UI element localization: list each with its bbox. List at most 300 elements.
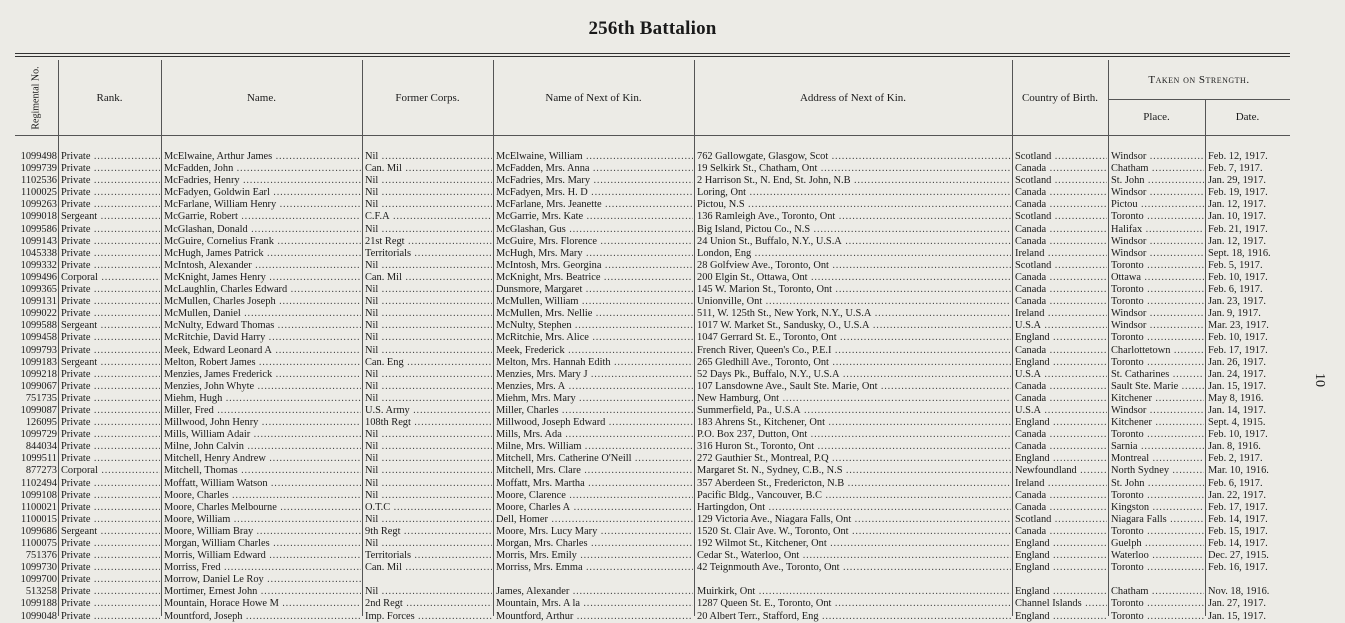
cell-name [164,236,361,248]
cell-date-text: Feb. 12, 1917. [1208,151,1268,162]
cell-date-text: Jan. 15, 1917. [1208,380,1267,392]
cell-next-of-kin-text: Moore, Clarence ..... [496,490,693,501]
cell-date [1208,151,1288,163]
cell-regimental-no [15,574,57,586]
table-row [15,502,1290,514]
cell-next-of-kin [496,248,693,260]
cell-next-of-kin-text: Mills, Mrs. Ada ..... [496,429,693,440]
cell-place [1111,260,1204,272]
cell-name [164,478,361,490]
cell-place-text: Sault Ste. Marie ..... [1111,381,1204,392]
cell-next-of-kin [496,550,693,562]
cell-country [1015,345,1107,357]
cell-regimental-no-text: 1099067 [20,380,57,392]
cell-country [1015,417,1107,429]
cell-rank-text: Private ..... [61,586,160,597]
cell-name [164,538,361,550]
cell-regimental-no [15,272,57,284]
cell-former-corps [365,478,492,490]
cell-date [1208,381,1288,393]
cell-former-corps [365,175,492,187]
cell-address-text: 316 Huron St., Toronto, Ont ..... [697,441,1011,452]
cell-former-corps [365,393,492,405]
cell-regimental-no-text: 1099183 [20,356,57,368]
cell-place-text: Toronto ..... [1111,598,1204,609]
cell-next-of-kin [496,502,693,514]
cell-place [1111,296,1204,308]
cell-former-corps [365,163,492,175]
cell-address [697,260,1011,272]
cell-address-text: 183 Ahrens St., Kitchener, Ont ..... [697,417,1011,428]
cell-country-text: Canada ..... [1015,381,1107,392]
cell-former-corps-text: Nil ..... [365,514,492,525]
table-row [15,248,1290,260]
cell-rank [61,211,160,223]
cell-date-text: Feb. 14, 1917. [1208,513,1268,525]
cell-next-of-kin-text: Dell, Homer ..... [496,514,693,525]
cell-address [697,284,1011,296]
cell-rank-text: Private ..... [61,224,160,235]
cell-next-of-kin-text: Morriss, Mrs. Emma ..... [496,562,693,573]
cell-former-corps-text: Nil ..... [365,320,492,331]
cell-address-text: 28 Golfview Ave., Toronto, Ont ..... [697,260,1011,271]
cell-address-text: 265 Gledhill Ave., Toronto, Ont ..... [697,357,1011,368]
cell-country-text: England ..... [1015,550,1107,561]
cell-rank-text: Private ..... [61,260,160,271]
cell-next-of-kin [496,211,693,223]
table-row [15,538,1290,550]
cell-country-text: Ireland ..... [1015,248,1107,259]
cell-date [1208,417,1288,429]
cell-date [1208,272,1288,284]
cell-former-corps [365,550,492,562]
cell-former-corps-text: Nil ..... [365,369,492,380]
cell-country-text: England ..... [1015,538,1107,549]
cell-place [1111,357,1204,369]
cell-rank-text: Private ..... [61,598,160,609]
cell-next-of-kin [496,465,693,477]
cell-rank-text: Sergeant ..... [61,357,160,368]
cell-next-of-kin [496,441,693,453]
cell-rank [61,308,160,320]
cell-address [697,296,1011,308]
cell-rank [61,611,160,623]
cell-name [164,441,361,453]
cell-date-text: Feb. 6, 1917. [1208,477,1263,489]
cell-rank [61,369,160,381]
cell-date-text: Jan. 8, 1916. [1208,441,1261,453]
cell-former-corps-text: Can. Eng ..... [365,357,492,368]
cell-regimental-no [15,357,57,369]
cell-place [1111,526,1204,538]
cell-rank [61,381,160,393]
cell-country-text: Canada ..... [1015,393,1107,404]
cell-address [697,429,1011,441]
cell-next-of-kin-text: Mountain, Mrs. A la ..... [496,598,693,609]
cell-place-text: Pictou ..... [1111,199,1204,210]
cell-name [164,405,361,417]
cell-date [1208,405,1288,417]
cell-name-text: McElwaine, Arthur James ..... [164,151,361,162]
cell-rank [61,284,160,296]
cell-name-text: Mountford, Joseph ..... [164,611,361,622]
cell-rank-text: Private ..... [61,381,160,392]
cell-former-corps-text: Can. Mil ..... [365,163,492,174]
cell-country-text: Newfoundland ..... [1015,465,1107,476]
cell-next-of-kin [496,429,693,441]
cell-address [697,562,1011,574]
cell-name [164,574,361,586]
cell-name [164,417,361,429]
cell-regimental-no [15,369,57,381]
cell-date-text: Nov. 18, 1916. [1208,586,1270,598]
cell-address [697,538,1011,550]
cell-address [697,393,1011,405]
cell-country-text: Canada ..... [1015,296,1107,307]
cell-rank [61,199,160,211]
cell-regimental-no-text: 1099793 [20,344,57,356]
cell-former-corps [365,429,492,441]
cell-former-corps [365,526,492,538]
cell-former-corps [365,296,492,308]
cell-rank-text: Private ..... [61,478,160,489]
cell-country-text: England ..... [1015,562,1107,573]
cell-rank-text: Sergeant ..... [61,526,160,537]
cell-former-corps [365,187,492,199]
cell-regimental-no [15,502,57,514]
cell-country [1015,526,1107,538]
cell-next-of-kin-text: Moore, Mrs. Lucy Mary ..... [496,526,693,537]
cell-next-of-kin-text: Menzies, Mrs. A ..... [496,381,693,392]
cell-name [164,393,361,405]
cell-place-text: Halifax ..... [1111,224,1204,235]
cell-rank-text: Private ..... [61,248,160,259]
table-row [15,175,1290,187]
cell-address [697,381,1011,393]
header-next-of-kin: Name of Next of Kin. [545,92,642,104]
cell-address-text: French River, Queen's Co., P.E.I ..... [697,345,1011,356]
cell-former-corps-text: O.T.C ..... [365,502,492,513]
cell-next-of-kin-text: Miehm, Mrs. Mary ..... [496,393,693,404]
cell-former-corps [365,538,492,550]
cell-regimental-no [15,465,57,477]
cell-date [1208,502,1288,514]
cell-regimental-no-text: 751376 [25,550,57,562]
cell-address [697,611,1011,623]
cell-former-corps-text: Nil ..... [365,393,492,404]
cell-country [1015,611,1107,623]
cell-former-corps [365,441,492,453]
cell-place [1111,441,1204,453]
cell-date-text: Jan. 15, 1917. [1208,610,1267,622]
cell-place [1111,478,1204,490]
cell-country-text: Scotland ..... [1015,260,1107,271]
cell-date [1208,453,1288,465]
cell-rank [61,345,160,357]
cell-country-text: Scotland ..... [1015,151,1107,162]
cell-former-corps [365,320,492,332]
cell-place-text: Toronto ..... [1111,332,1204,343]
cell-former-corps [365,562,492,574]
cell-next-of-kin [496,332,693,344]
cell-country [1015,429,1107,441]
cell-next-of-kin [496,308,693,320]
ledger-table [15,53,1290,622]
cell-former-corps-text: Nil ..... [365,345,492,356]
cell-address [697,598,1011,610]
cell-name-text: Moore, Charles Melbourne ..... [164,502,361,513]
cell-place [1111,236,1204,248]
cell-next-of-kin [496,562,693,574]
cell-next-of-kin [496,224,693,236]
cell-country [1015,332,1107,344]
cell-regimental-no-text: 1099018 [20,211,57,223]
cell-address-text: 145 W. Marion St., Toronto, Ont ..... [697,284,1011,295]
cell-name [164,248,361,260]
cell-former-corps-text: Territorials ..... [365,550,492,561]
cell-rank-text: Private ..... [61,175,160,186]
cell-name [164,429,361,441]
cell-next-of-kin [496,417,693,429]
cell-name-text: Mountain, Horace Howe M ..... [164,598,361,609]
cell-country-text: Canada ..... [1015,502,1107,513]
cell-date-text: Feb. 7, 1917. [1208,163,1263,175]
cell-name [164,357,361,369]
cell-date [1208,260,1288,272]
cell-next-of-kin-text: Meek, Frederick ..... [496,345,693,356]
cell-country [1015,514,1107,526]
cell-name [164,381,361,393]
cell-address-text: 200 Elgin St., Ottawa, Ont ..... [697,272,1011,283]
cell-country [1015,465,1107,477]
table-row [15,611,1290,623]
cell-regimental-no [15,562,57,574]
cell-former-corps [365,586,492,598]
cell-country [1015,538,1107,550]
cell-place-text: Toronto ..... [1111,296,1204,307]
cell-country-text: Canada ..... [1015,345,1107,356]
cell-place-text: Toronto ..... [1111,562,1204,573]
cell-regimental-no [15,381,57,393]
cell-place [1111,550,1204,562]
page-title: 256th Battalion [588,18,717,39]
cell-date-text: Jan. 22, 1917. [1208,489,1267,501]
cell-regimental-no [15,441,57,453]
cell-address [697,478,1011,490]
cell-former-corps-text: Nil ..... [365,465,492,476]
cell-address [697,236,1011,248]
cell-former-corps [365,598,492,610]
cell-place-text: Windsor ..... [1111,187,1204,198]
cell-regimental-no-text: 1099511 [21,453,57,465]
cell-next-of-kin [496,187,693,199]
cell-next-of-kin-text: Morris, Mrs. Emily ..... [496,550,693,561]
table-row [15,320,1290,332]
header-regimental-no: Regimental No. [30,66,42,130]
cell-country [1015,381,1107,393]
cell-address [697,417,1011,429]
cell-regimental-no [15,320,57,332]
cell-next-of-kin [496,345,693,357]
cell-former-corps-text: Territorials ..... [365,248,492,259]
cell-address-text: 107 Lansdowne Ave., Sault Ste. Marie, Ont ..... [697,381,1011,392]
cell-country [1015,151,1107,163]
cell-next-of-kin-text: McRitchie, Mrs. Alice ..... [496,332,693,343]
cell-address-text: Big Island, Pictou Co., N.S ..... [697,224,1011,235]
table-row [15,211,1290,223]
cell-regimental-no [15,187,57,199]
cell-address [697,490,1011,502]
cell-place [1111,598,1204,610]
cell-former-corps [365,224,492,236]
cell-place-text: Windsor ..... [1111,248,1204,259]
cell-address [697,514,1011,526]
cell-address-text: Cedar St., Waterloo, Ont ..... [697,550,1011,561]
cell-regimental-no-text: 1099188 [20,598,57,610]
cell-rank-text: Private ..... [61,405,160,416]
table-row [15,465,1290,477]
cell-country-text: U.S.A ..... [1015,405,1107,416]
cell-place [1111,453,1204,465]
cell-rank [61,272,160,284]
cell-place-text: Windsor ..... [1111,308,1204,319]
cell-place [1111,175,1204,187]
cell-country [1015,272,1107,284]
header-place: Place. [1143,111,1170,123]
cell-date-text: Jan. 24, 1917. [1208,368,1267,380]
cell-next-of-kin-text: McHugh, Mrs. Mary ..... [496,248,693,259]
cell-address-text: Pictou, N.S ..... [697,199,1011,210]
cell-name-text: McNulty, Edward Thomas ..... [164,320,361,331]
cell-name [164,598,361,610]
cell-address-text: 1287 Queen St. E., Toronto, Ont ..... [697,598,1011,609]
cell-name-text: Moore, William Bray ..... [164,526,361,537]
cell-next-of-kin-text: Milne, Mrs. William ..... [496,441,693,452]
cell-name-text: Meek, Edward Leonard A ..... [164,345,361,356]
cell-former-corps [365,357,492,369]
cell-place-text: Toronto ..... [1111,284,1204,295]
cell-date [1208,248,1288,260]
cell-rank-text: Private ..... [61,369,160,380]
cell-regimental-no-text: 1099108 [20,489,57,501]
header-date: Date. [1235,111,1260,123]
table-row [15,163,1290,175]
cell-address [697,163,1011,175]
cell-regimental-no-text: 1102494 [21,477,57,489]
cell-place [1111,308,1204,320]
cell-name-text: Menzies, James Frederick ..... [164,369,361,380]
cell-regimental-no-text: 1099048 [20,610,57,622]
cell-place-text: Ottawa ..... [1111,272,1204,283]
cell-address-text: 1017 W. Market St., Sandusky, O., U.S.A ..... [697,320,1011,331]
cell-rank-text: Private ..... [61,429,160,440]
header-address: Address of Next of Kin. [799,92,906,104]
header-taken-on-strength: Taken on Strength. [1148,74,1250,86]
cell-regimental-no-text: 1099730 [20,562,57,574]
cell-date [1208,429,1288,441]
cell-date [1208,236,1288,248]
cell-regimental-no-text: 877273 [25,465,57,477]
cell-place-text: Kitchener ..... [1111,417,1204,428]
cell-next-of-kin [496,393,693,405]
cell-next-of-kin-text: Miller, Charles ..... [496,405,693,416]
cell-date-text: Dec. 27, 1915. [1208,550,1269,562]
cell-name-text: Melton, Robert James ..... [164,357,361,368]
cell-address [697,211,1011,223]
cell-date-text: Jan. 14, 1917. [1208,404,1267,416]
cell-next-of-kin-text: McNulty, Stephen ..... [496,320,693,331]
cell-date-text: Feb. 15, 1917. [1208,525,1268,537]
cell-name [164,502,361,514]
cell-place [1111,429,1204,441]
cell-address [697,187,1011,199]
cell-country [1015,598,1107,610]
cell-country-text: Canada ..... [1015,526,1107,537]
cell-name-text: McGlashan, Donald ..... [164,224,361,235]
cell-next-of-kin [496,514,693,526]
cell-next-of-kin [496,175,693,187]
cell-name-text: McFadyen, Goldwin Earl ..... [164,187,361,198]
cell-place-text: Windsor ..... [1111,236,1204,247]
cell-regimental-no [15,490,57,502]
cell-rank-text: Private ..... [61,308,160,319]
cell-name-text: McMullen, Daniel ..... [164,308,361,319]
cell-date-text: Jan. 26, 1917. [1208,356,1267,368]
cell-next-of-kin-text: McFadden, Mrs. Anna ..... [496,163,693,174]
cell-rank-text: Private ..... [61,284,160,295]
cell-place [1111,417,1204,429]
cell-next-of-kin-text: McGarrie, Mrs. Kate ..... [496,211,693,222]
cell-date [1208,320,1288,332]
ledger-rows [15,151,1290,623]
cell-next-of-kin [496,405,693,417]
cell-regimental-no [15,175,57,187]
cell-next-of-kin [496,526,693,538]
cell-name [164,526,361,538]
cell-next-of-kin-text: McGuire, Mrs. Florence ..... [496,236,693,247]
cell-rank-text: Private ..... [61,345,160,356]
cell-regimental-no-text: 1099365 [20,284,57,296]
table-row [15,296,1290,308]
cell-name-text: McFarlane, William Henry ..... [164,199,361,210]
cell-country-text: England ..... [1015,611,1107,622]
cell-country-text: Channel Islands ..... [1015,598,1107,609]
cell-date [1208,562,1288,574]
table-row [15,308,1290,320]
cell-country [1015,163,1107,175]
cell-regimental-no-text: 513258 [25,586,57,598]
cell-regimental-no-text: 1099087 [20,404,57,416]
cell-next-of-kin [496,381,693,393]
cell-regimental-no [15,453,57,465]
cell-former-corps [365,453,492,465]
cell-address-text: 19 Selkirk St., Chatham, Ont ..... [697,163,1011,174]
cell-rank [61,453,160,465]
cell-country [1015,236,1107,248]
table-row [15,429,1290,441]
cell-rank [61,417,160,429]
table-row [15,478,1290,490]
cell-regimental-no-text: 751735 [25,392,57,404]
cell-place-text: Montreal ..... [1111,453,1204,464]
cell-rank [61,574,160,586]
cell-date [1208,369,1288,381]
cell-regimental-no [15,284,57,296]
cell-next-of-kin-text: Dunsmore, Margaret ..... [496,284,693,295]
cell-country-text: Scotland ..... [1015,175,1107,186]
cell-regimental-no [15,526,57,538]
cell-country [1015,211,1107,223]
